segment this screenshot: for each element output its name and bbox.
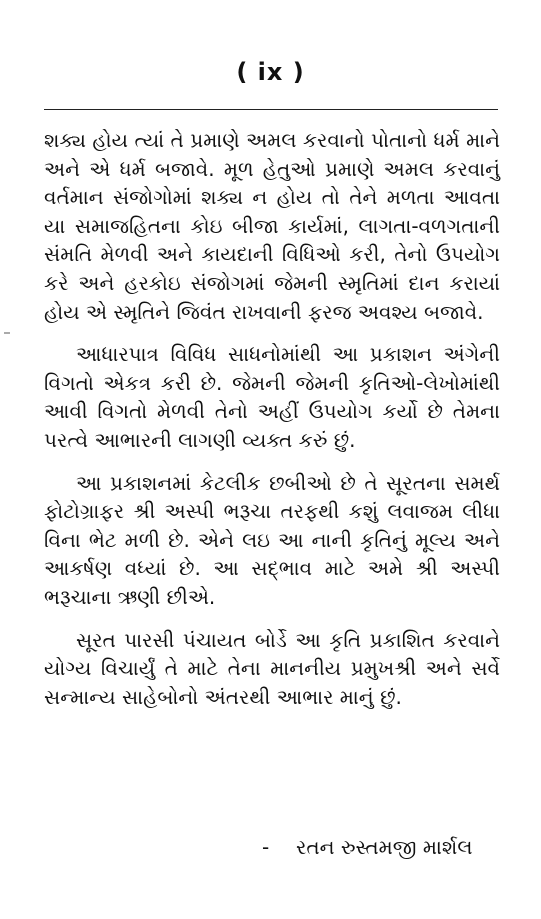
- page-number: ( ix ): [236, 58, 305, 86]
- signature-name: રતન રુસ્તમજી માર્શલ: [296, 835, 473, 859]
- margin-mark: [4, 332, 10, 334]
- body-text: [44, 126, 500, 725]
- paragraph-3: આ પ્રકાશનમાં કેટલીક છબીઓ છે તે સૂરતના સમર્થ ફોટોગ્રાફર શ્રી અસ્પી ભરૂચા તરફથી કશું લવાજમ લીધા વિના ભેટ મળી છે. એને લઇ આ નાની કૃતિનું મૂલ્ય અને આકર્ષણ વધ્યાં છે. આ સદ્‌ભાવ માટે અમે શ્રી અસ્પી ભરૂચાના ઋણી છીએ.: [44, 470, 500, 609]
- signature: [262, 833, 502, 861]
- paragraph-1: શક્ય હોય ત્યાં તે પ્રમાણે અમલ કરવાનો પોતાનો ધર્મ માને અને એ ધર્મ બજાવે. મૂળ હેતુઓ પ્રમાણે અમલ કરવાનું વર્તમાન સંજોગોમાં શક્ય ન હોય તો તેને મળતા આવતા યા સમાજહિતના કોઇ બીજા કાર્યમાં, લાગતા-વળગતાની સંમતિ મેળવી અને કાયદાની વિધિઓ કરી, તેનો ઉપયોગ કરે અને હરકોઇ સંજોગમાં જેમની સ્મૃતિમાં દાન કરાયાં હોય એ સ્મૃતિને જિવંત રાખવાની ફરજ અવશ્ય બજાવે.: [44, 128, 500, 324]
- header-divider: [44, 109, 498, 110]
- signature-dash: -: [262, 835, 270, 859]
- paragraph-2: આધારપાત્ર વિવિધ સાધનોમાંથી આ પ્રકાશન અંગેની વિગતો એકત્ર કરી છે. જેમની જેમની કૃતિઓ-લેખોમાંથી આવી વિગતો મેળવી તેનો અહીં ઉપયોગ કર્યો છે તેમના પરત્વે આભારની લાગણી વ્યક્ત કરું છું.: [44, 342, 500, 452]
- paragraph-4: સૂરત પારસી પંચાયત બોર્ડે આ કૃતિ પ્રકાશિત કરવાને યોગ્ય વિચાર્યું તે માટે તેના માનનીય પ્રમુખશ્રી અને સર્વે સન્માન્ય સાહેબોનો અંતરથી આભાર માનું છું.: [44, 627, 500, 709]
